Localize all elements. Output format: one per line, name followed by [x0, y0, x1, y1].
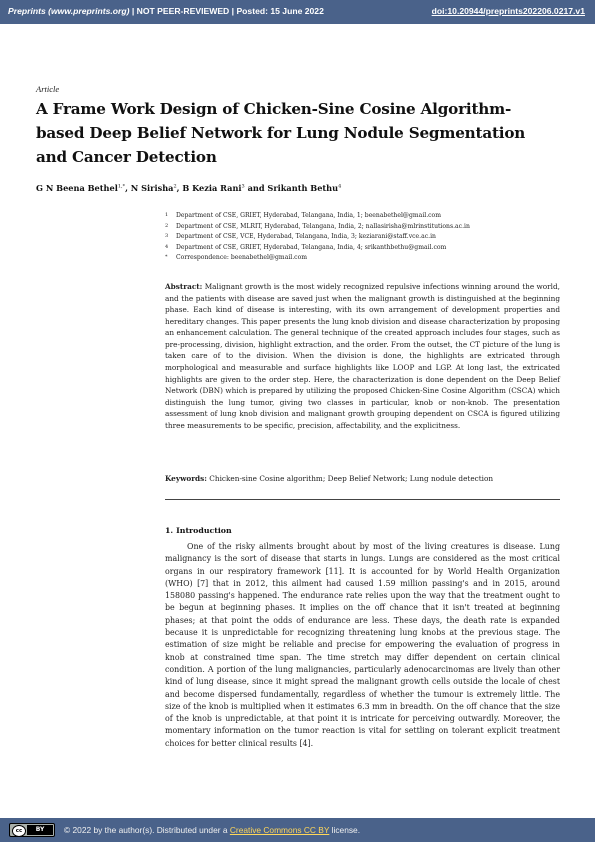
- copyright-text: © 2022 by the author(s). Distributed under a: [64, 825, 228, 835]
- cc-by-license-icon[interactable]: [9, 823, 55, 837]
- affiliation-mark: 3: [165, 233, 169, 240]
- author-affiliation-mark: 3: [241, 183, 245, 190]
- preprint-header-bar: [0, 0, 595, 24]
- abstract: [165, 281, 560, 432]
- header-separator: |: [231, 6, 235, 16]
- affiliation-list: [165, 211, 565, 264]
- author-name: Srikanth Bethu: [267, 183, 339, 193]
- keywords: [165, 474, 560, 483]
- affiliation-item: [165, 232, 565, 243]
- paper-title: A Frame Work Design of Chicken-Sine Cosine Algorithm-based Deep Belief Network for Lung Nodule Segmentation and Cancer Detection: [36, 100, 526, 166]
- abstract-label: Abstract:: [165, 282, 203, 291]
- correspondence-mark: *: [165, 254, 168, 261]
- section-divider: [165, 499, 560, 500]
- author-separator: ,: [176, 183, 183, 193]
- author-name: N Sirisha: [130, 183, 174, 193]
- affiliation-mark: 1: [165, 212, 169, 218]
- affiliation-text: Department of CSE, MLRIT, Hyderabad, Telangana, India, 2; nallasirisha@mlrinstitutions.ac.in: [176, 222, 470, 230]
- license-footer-bar: [0, 818, 595, 842]
- license-link[interactable]: Creative Commons CC BY: [229, 825, 330, 835]
- author-name: G N Beena Bethel: [36, 183, 118, 193]
- affiliation-item: [165, 222, 565, 233]
- section-title: Introduction: [176, 526, 232, 535]
- correspondence-text: Correspondence: beenabethel@gmail.com: [176, 254, 308, 262]
- affiliation-item: [165, 211, 565, 222]
- by-icon: BY: [27, 825, 53, 835]
- preprints-link[interactable]: Preprints (www.preprints.org): [8, 6, 130, 16]
- section-heading: [165, 526, 232, 535]
- affiliation-text: Department of CSE, GRIET, Hyderabad, Telangana, India, 1; beenabethel@gmail.com: [176, 212, 442, 219]
- review-status: NOT PEER-REVIEWED: [136, 6, 230, 16]
- author-affiliation-mark: 1,*: [117, 183, 126, 190]
- header-left: [8, 6, 324, 16]
- keywords-text: Chicken-sine Cosine algorithm; Deep Belief Network; Lung nodule detection: [209, 474, 494, 483]
- keywords-label: Keywords:: [165, 474, 207, 483]
- copyright-notice: [64, 825, 360, 835]
- affiliation-mark: 2: [165, 222, 169, 229]
- cc-icon: cc: [12, 825, 26, 837]
- header-separator: |: [131, 6, 135, 16]
- author-separator: and: [244, 183, 268, 193]
- author-affiliation-mark: 2: [173, 183, 177, 190]
- correspondence-item: [165, 253, 565, 264]
- author-list: [36, 183, 341, 193]
- copyright-end-text: license.: [331, 825, 361, 835]
- posted-date: Posted: 15 June 2022: [236, 6, 324, 16]
- author-separator: ,: [125, 183, 131, 193]
- author-affiliation-mark: 4: [338, 183, 342, 190]
- affiliation-item: [165, 243, 565, 254]
- article-type: Article: [36, 84, 60, 94]
- affiliation-text: Department of CSE, VCE, Hyderabad, Telangana, India, 3; keziarani@staff.vce.ac.in: [176, 233, 436, 241]
- affiliation-text: Department of CSE, GRIET, Hyderabad, Telangana, India, 4; srikanthbethu@gmail.com: [176, 243, 447, 251]
- author-name: B Kezia Rani: [182, 183, 242, 193]
- abstract-text: Malignant growth is the most widely recognized repulsive infections winning around the world, and the patients with disease are saved just when the malignant growth is distinguished at the beginning phase. Each kind of disease is interesting, with its own arrangement of development properties and hereditary changes. This paper presents the lung knob division and disease characterization by proposing an enhancement calculation. The general technique of the created approach includes four stages, such as pre-processing, division, highlight extraction, and the order. From the outset, the CT picture of the lung is taken care of to the division. When the division is done, the highlights are extricated through morphological and measurable and surface highlights like LOOP and LGP. At long last, the extricated highlights are given to the order step. Here, the characterization is done dependent on the Deep Belief Network (DBN) which is prepared by utilizing the proposed Chicken-Sine Cosine Algorithm (CSCA) which distinguish the lung tumor, giving two classes in particular, knob or non-knob. The presentation assessment of lung knob division and malignant growth grouping dependent on CSCA is figured utilizing three measurements to be specific, precision, affectability, and the explicitness.: [165, 282, 560, 430]
- introduction-paragraph: One of the risky ailments brought about by most of the living creatures is disease. Lung malignancy is the sort of disease that starts in lungs. Lungs are considered as the most critical organs in our respiratory framework [11]. It is accounted for by World Health Organization (WHO) [7] that in 2012, this ailment had caused 1.59 million passing's and in 2015, around 158080 passing's happened. The endurance rate relies upon the way that the treatment ought to be begun at beginning phases. It implies on the off chance that it isn't treated at beginning phases; at that point the odds of endurance are less. These days, the death rate is expanded because it is unpredictable for recognizing threatening lung knobs at the previous stage. The estimation of size might be reliable and precise for empowering the evaluation of progress in knob at constrained time span. The time stretch may differ dependent on certain clinical condition. A portion of the lung malignancies, particularly adenocarcinomas are lively than other kind of lung disease, since it might spread the malignant growth cells outside the locale of chest and become dispersed fundamentally, regardless of whether the tumour is extremely little. The size of the knob is multiplied when it estimates 6.3 mm in breadth. On the off chance that the size of the knob is unpredictable, at that point it is intricate for perceiving outwardly. Moreover, the momentary information on the tumor reaction is vital for settling on tolerant explicit treatment choices for better clinical results [4].: [165, 542, 560, 748]
- affiliation-mark: 4: [165, 243, 169, 250]
- doi-link[interactable]: doi:10.20944/preprints202206.0217.v1: [431, 6, 585, 16]
- section-number: 1.: [165, 526, 174, 535]
